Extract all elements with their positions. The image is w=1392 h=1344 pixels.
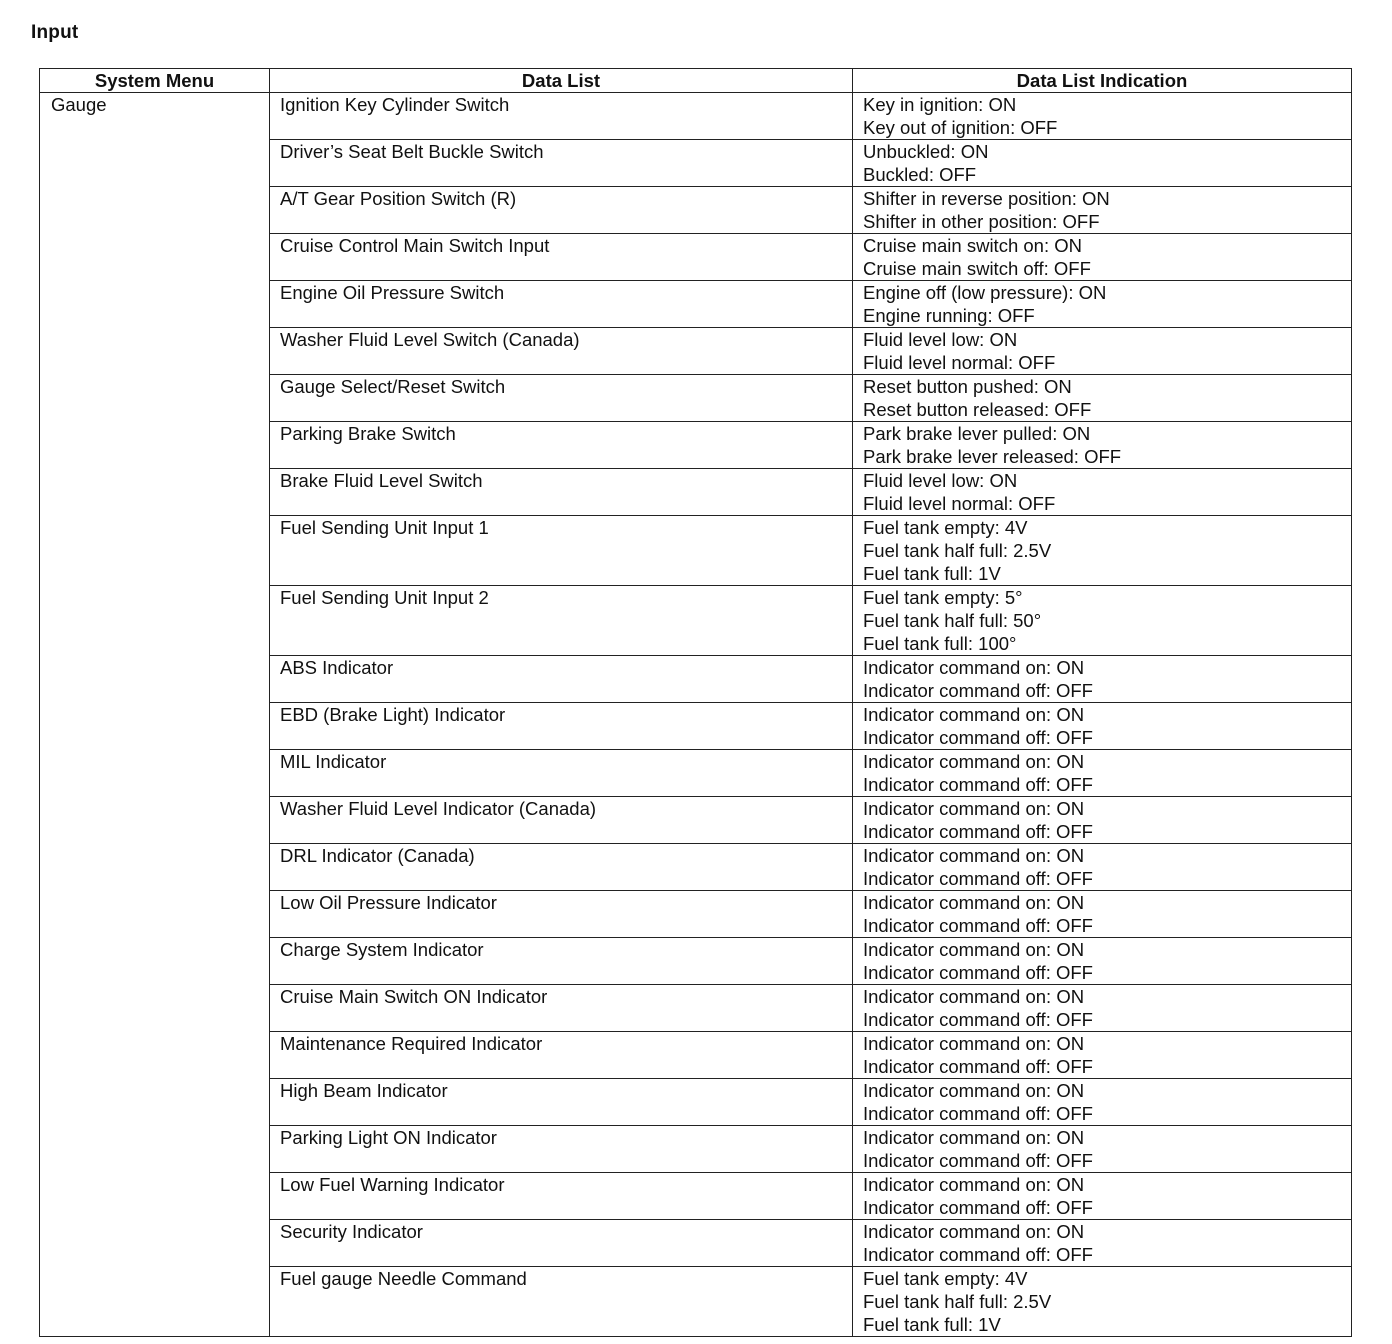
- data-list-indication: [853, 985, 1352, 1032]
- data-list-item: Low Fuel Warning Indicator: [270, 1173, 853, 1220]
- data-list-indication: [853, 328, 1352, 375]
- indication-line: Indicator command off: OFF: [863, 821, 1093, 842]
- data-list-item: Brake Fluid Level Switch: [270, 469, 853, 516]
- data-list-indication: [853, 1079, 1352, 1126]
- indication-line: Reset button released: OFF: [863, 399, 1092, 420]
- data-list-indication: [853, 234, 1352, 281]
- data-list-item: Cruise Control Main Switch Input: [270, 234, 853, 281]
- data-list-indication: [853, 586, 1352, 656]
- data-list-item: Low Oil Pressure Indicator: [270, 891, 853, 938]
- data-list-item: Cruise Main Switch ON Indicator: [270, 985, 853, 1032]
- data-list-indication: [853, 844, 1352, 891]
- data-list-item: Driver’s Seat Belt Buckle Switch: [270, 140, 853, 187]
- indication-line: Fuel tank full: 100°: [863, 633, 1017, 654]
- indication-line: Unbuckled: ON: [863, 141, 989, 162]
- data-list-indication: [853, 797, 1352, 844]
- data-list-indication: [853, 93, 1352, 140]
- indication-line: Engine off (low pressure): ON: [863, 282, 1107, 303]
- indication-line: Buckled: OFF: [863, 164, 977, 185]
- indication-line: Indicator command off: OFF: [863, 1244, 1093, 1265]
- data-list-indication: [853, 1267, 1352, 1337]
- data-list-item: Maintenance Required Indicator: [270, 1032, 853, 1079]
- data-list-item: A/T Gear Position Switch (R): [270, 187, 853, 234]
- indication-line: Fuel tank full: 1V: [863, 1314, 1001, 1335]
- data-list-item: Gauge Select/Reset Switch: [270, 375, 853, 422]
- table-row: [40, 93, 1352, 140]
- data-list-item: EBD (Brake Light) Indicator: [270, 703, 853, 750]
- indication-line: Shifter in other position: OFF: [863, 211, 1100, 232]
- indication-line: Park brake lever pulled: ON: [863, 423, 1091, 444]
- data-list-indication: [853, 750, 1352, 797]
- indication-line: Shifter in reverse position: ON: [863, 188, 1110, 209]
- indication-line: Indicator command off: OFF: [863, 727, 1093, 748]
- indication-line: Indicator command off: OFF: [863, 680, 1093, 701]
- indication-line: Indicator command on: ON: [863, 1127, 1085, 1148]
- indication-line: Indicator command on: ON: [863, 1080, 1085, 1101]
- indication-line: Fluid level low: ON: [863, 470, 1018, 491]
- indication-line: Indicator command on: ON: [863, 1174, 1085, 1195]
- data-list-item: Washer Fluid Level Indicator (Canada): [270, 797, 853, 844]
- indication-line: Indicator command on: ON: [863, 1221, 1085, 1242]
- indication-line: Indicator command on: ON: [863, 939, 1085, 960]
- indication-line: Fuel tank half full: 2.5V: [863, 1291, 1052, 1312]
- indication-line: Indicator command on: ON: [863, 1033, 1085, 1054]
- page-title: Input: [31, 22, 79, 43]
- data-list-item: Security Indicator: [270, 1220, 853, 1267]
- data-list-item: MIL Indicator: [270, 750, 853, 797]
- data-list-item: Parking Light ON Indicator: [270, 1126, 853, 1173]
- data-list-indication: [853, 422, 1352, 469]
- indication-line: Key in ignition: ON: [863, 94, 1017, 115]
- data-list-item: Fuel Sending Unit Input 1: [270, 516, 853, 586]
- indication-line: Park brake lever released: OFF: [863, 446, 1122, 467]
- system-menu-cell: Gauge: [40, 93, 270, 1337]
- data-list-indication: [853, 1126, 1352, 1173]
- data-list-indication: [853, 187, 1352, 234]
- data-list-indication: [853, 1173, 1352, 1220]
- indication-line: Fluid level low: ON: [863, 329, 1018, 350]
- data-list-indication: [853, 375, 1352, 422]
- data-list-indication: [853, 140, 1352, 187]
- indication-line: Cruise main switch off: OFF: [863, 258, 1091, 279]
- indication-line: Indicator command on: ON: [863, 798, 1085, 819]
- indication-line: Indicator command on: ON: [863, 751, 1085, 772]
- data-list-indication: [853, 281, 1352, 328]
- header-system-menu: System Menu: [40, 69, 270, 93]
- indication-line: Indicator command on: ON: [863, 986, 1085, 1007]
- data-list-item: Washer Fluid Level Switch (Canada): [270, 328, 853, 375]
- data-list-indication: [853, 1032, 1352, 1079]
- data-list-indication: [853, 656, 1352, 703]
- indication-line: Indicator command off: OFF: [863, 774, 1093, 795]
- indication-line: Indicator command off: OFF: [863, 1197, 1093, 1218]
- header-data-list: Data List: [270, 69, 853, 93]
- data-list-item: High Beam Indicator: [270, 1079, 853, 1126]
- indication-line: Indicator command off: OFF: [863, 1150, 1093, 1171]
- indication-line: Fuel tank half full: 2.5V: [863, 540, 1052, 561]
- data-list-item: Parking Brake Switch: [270, 422, 853, 469]
- data-list-indication: [853, 516, 1352, 586]
- data-list-item: DRL Indicator (Canada): [270, 844, 853, 891]
- indication-line: Fluid level normal: OFF: [863, 352, 1056, 373]
- header-data-list-indication: Data List Indication: [853, 69, 1352, 93]
- indication-line: Indicator command on: ON: [863, 892, 1085, 913]
- indication-line: Fuel tank full: 1V: [863, 563, 1001, 584]
- data-list-indication: [853, 938, 1352, 985]
- indication-line: Indicator command off: OFF: [863, 1103, 1093, 1124]
- data-list-item: Charge System Indicator: [270, 938, 853, 985]
- indication-line: Indicator command on: ON: [863, 704, 1085, 725]
- data-list-item: Ignition Key Cylinder Switch: [270, 93, 853, 140]
- data-list-indication: [853, 891, 1352, 938]
- indication-line: Indicator command off: OFF: [863, 1056, 1093, 1077]
- data-list-indication: [853, 703, 1352, 750]
- indication-line: Engine running: OFF: [863, 305, 1035, 326]
- indication-line: Fuel tank empty: 4V: [863, 517, 1028, 538]
- indication-line: Indicator command off: OFF: [863, 962, 1093, 983]
- table-body: [40, 93, 1352, 1337]
- table-header-row: [40, 69, 1352, 93]
- indication-line: Indicator command off: OFF: [863, 915, 1093, 936]
- data-list-table: [39, 68, 1352, 1337]
- indication-line: Indicator command on: ON: [863, 657, 1085, 678]
- indication-line: Fuel tank half full: 50°: [863, 610, 1042, 631]
- indication-line: Indicator command off: OFF: [863, 868, 1093, 889]
- indication-line: Key out of ignition: OFF: [863, 117, 1058, 138]
- data-list-item: Engine Oil Pressure Switch: [270, 281, 853, 328]
- data-list-indication: [853, 1220, 1352, 1267]
- indication-line: Indicator command on: ON: [863, 845, 1085, 866]
- indication-line: Indicator command off: OFF: [863, 1009, 1093, 1030]
- data-list-item: Fuel gauge Needle Command: [270, 1267, 853, 1337]
- indication-line: Reset button pushed: ON: [863, 376, 1072, 397]
- data-list-item: Fuel Sending Unit Input 2: [270, 586, 853, 656]
- indication-line: Cruise main switch on: ON: [863, 235, 1082, 256]
- data-list-item: ABS Indicator: [270, 656, 853, 703]
- data-list-indication: [853, 469, 1352, 516]
- indication-line: Fuel tank empty: 5°: [863, 587, 1023, 608]
- indication-line: Fuel tank empty: 4V: [863, 1268, 1028, 1289]
- indication-line: Fluid level normal: OFF: [863, 493, 1056, 514]
